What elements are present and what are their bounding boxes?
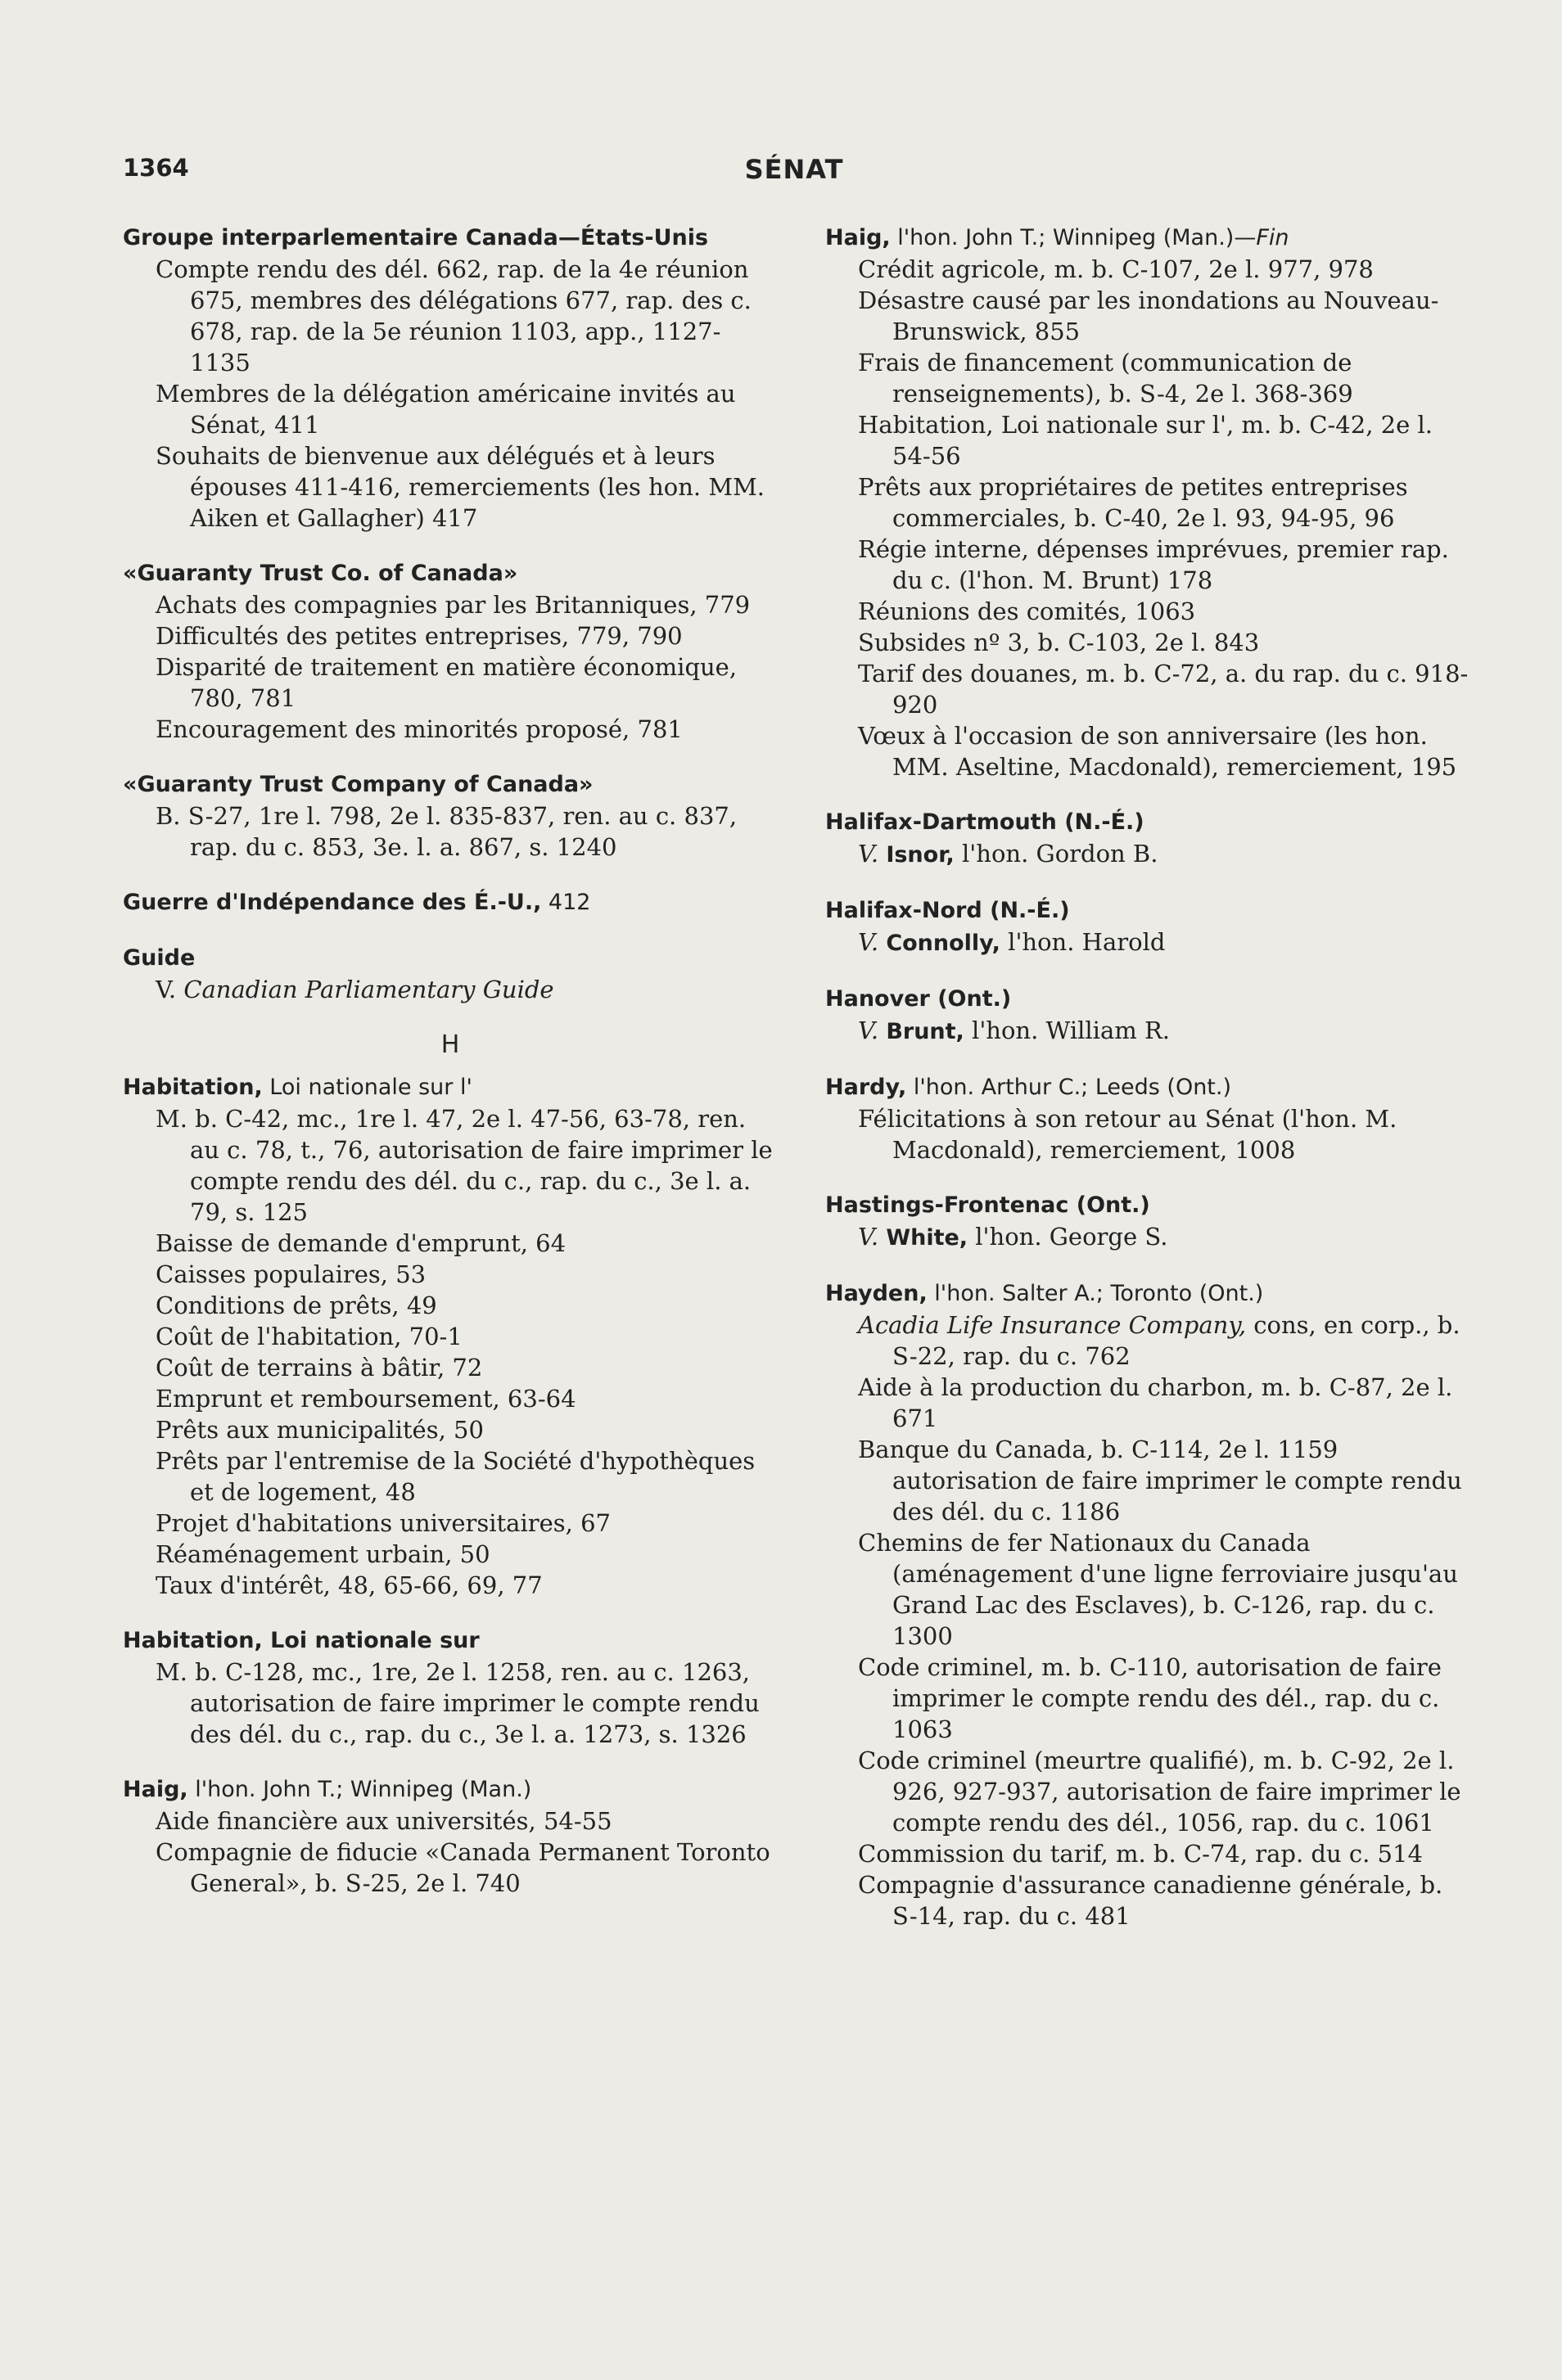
index-entry xyxy=(825,1072,1472,1165)
sub-entry: Baisse de demande d'emprunt, 64 xyxy=(156,1229,567,1257)
sub-entry: Souhaits de bienvenue aux délégués et à leurs épouses 411-416, remerciements (les hon. MM. Aiken et Gallagher) 417 xyxy=(156,442,765,532)
index-entry xyxy=(825,984,1472,1048)
entry-heading: Halifax-Dartmouth (N.-É.) xyxy=(825,809,1144,835)
index-entry xyxy=(123,223,778,534)
sub-entry: Code criminel, m. b. C-110, autorisation de faire imprimer le compte rendu des dél., rap. du c. 1063 xyxy=(858,1653,1442,1743)
sub-entry: Commission du tarif, m. b. C-74, rap. du c. 514 xyxy=(858,1840,1423,1868)
sub-entry: Prêts aux municipalités, 50 xyxy=(156,1416,484,1444)
left-column xyxy=(123,223,778,1923)
sub-entry: Réaménagement urbain, 50 xyxy=(156,1540,490,1568)
sub-entry: Acadia Life Insurance Company, cons, en corp., b. S-22, rap. du c. 762 xyxy=(858,1311,1460,1370)
entry-heading: Hanover (Ont.) xyxy=(825,986,1012,1012)
sub-entry: Vœux à l'occasion de son anniversaire (les hon. MM. Aseltine, Macdonald), remerciement, 195 xyxy=(858,722,1457,781)
sub-entry: Code criminel (meurtre qualifié), m. b. C-92, 2e l. 926, 927-937, autorisation de faire imprimer le compte rendu des dél., 1056, rap. du c. 1061 xyxy=(858,1747,1461,1837)
entry-heading: Groupe interparlementaire Canada—États-Unis xyxy=(123,225,709,250)
index-entry xyxy=(123,1072,778,1601)
sub-entry: B. S-27, 1re l. 798, 2e l. 835-837, ren. au c. 837, rap. du c. 853, 3e. l. a. 867, s. 1240 xyxy=(156,802,738,861)
entry-heading: Haig, l'hon. John T.; Winnipeg (Man.)—Fin xyxy=(825,225,1289,250)
sub-entry: Prêts aux propriétaires de petites entreprises commerciales, b. C-40, 2e l. 93, 94-95, 96 xyxy=(858,473,1408,532)
index-entry xyxy=(123,1625,778,1750)
index-entry xyxy=(825,1190,1472,1254)
sub-entry: Félicitations à son retour au Sénat (l'hon. M. Macdonald), remerciement, 1008 xyxy=(858,1105,1397,1164)
sub-entry: Banque du Canada, b. C-114, 2e l. 1159 autorisation de faire imprimer le compte rendu des dél. du c. 1186 xyxy=(858,1436,1462,1526)
sub-entry: Conditions de prêts, 49 xyxy=(156,1291,437,1319)
sub-entry: Tarif des douanes, m. b. C-72, a. du rap. du c. 918-920 xyxy=(858,660,1469,719)
sub-entry: Réunions des comités, 1063 xyxy=(858,597,1196,625)
sub-entry: Aide financière aux universités, 54-55 xyxy=(156,1807,612,1835)
sub-entry: Emprunt et remboursement, 63-64 xyxy=(156,1385,576,1413)
page-header xyxy=(123,154,1465,195)
sub-entry: Difficultés des petites entreprises, 779, 790 xyxy=(156,622,683,650)
see-reference: V. White, l'hon. George S. xyxy=(858,1223,1168,1251)
sub-entry: Subsides nº 3, b. C-103, 2e l. 843 xyxy=(858,629,1260,656)
index-entry xyxy=(123,887,778,918)
sub-entry: Désastre causé par les inondations au Nouveau-Brunswick, 855 xyxy=(858,286,1439,345)
see-reference: V. Canadian Parliamentary Guide xyxy=(156,976,554,1003)
right-column xyxy=(825,223,1472,1956)
entry-heading: «Guaranty Trust Company of Canada» xyxy=(123,772,594,797)
index-entry xyxy=(825,895,1472,959)
index-entry xyxy=(123,1774,778,1899)
entry-heading: Guerre d'Indépendance des É.-U., 412 xyxy=(123,890,591,915)
sub-entry: Coût de terrains à bâtir, 72 xyxy=(156,1354,483,1382)
see-reference: V. Isnor, l'hon. Gordon B. xyxy=(858,840,1158,868)
index-entry xyxy=(825,1278,1472,1931)
entry-heading: Halifax-Nord (N.-É.) xyxy=(825,898,1070,923)
entry-heading: Hardy, l'hon. Arthur C.; Leeds (Ont.) xyxy=(825,1075,1232,1100)
sub-entry: Projet d'habitations universitaires, 67 xyxy=(156,1509,611,1537)
entry-heading: Haig, l'hon. John T.; Winnipeg (Man.) xyxy=(123,1777,532,1802)
page-number: 1364 xyxy=(123,154,189,182)
entry-heading: Habitation, Loi nationale sur l' xyxy=(123,1075,472,1100)
sub-entry: Taux d'intérêt, 48, 65-66, 69, 77 xyxy=(156,1571,543,1599)
sub-entry: Coût de l'habitation, 70-1 xyxy=(156,1323,463,1350)
sub-entry: Membres de la délégation américaine invités au Sénat, 411 xyxy=(156,380,736,439)
sub-entry: Compte rendu des dél. 662, rap. de la 4e réunion 675, membres des délégations 677, rap. des c. 678, rap. de la 5e réunion 1103, app., 1127-1135 xyxy=(156,255,752,376)
entry-heading: Hastings-Frontenac (Ont.) xyxy=(825,1192,1150,1218)
sub-entry: Compagnie d'assurance canadienne générale, b. S-14, rap. du c. 481 xyxy=(858,1871,1443,1930)
sub-entry: M. b. C-128, mc., 1re, 2e l. 1258, ren. au c. 1263, autorisation de faire imprimer le compte rendu des dél. du c., rap. du c., 3e l. a. 1273, s. 1326 xyxy=(156,1658,760,1748)
entry-heading: Guide xyxy=(123,945,196,971)
index-entry xyxy=(123,769,778,863)
entry-heading: Hayden, l'hon. Salter A.; Toronto (Ont.) xyxy=(825,1281,1264,1306)
running-title: SÉNAT xyxy=(744,154,844,185)
index-entry xyxy=(123,558,778,745)
entry-heading: Habitation, Loi nationale sur xyxy=(123,1628,480,1653)
index-entry xyxy=(825,807,1472,871)
sub-entry: M. b. C-42, mc., 1re l. 47, 2e l. 47-56, 63-78, ren. au c. 78, t., 76, autorisation de faire imprimer le compte rendu des dél. du c., rap. du c., 3e l. a. 79, s. 125 xyxy=(156,1105,773,1226)
see-reference: V. Brunt, l'hon. William R. xyxy=(858,1016,1171,1044)
sub-entry: Encouragement des minorités proposé, 781 xyxy=(156,715,683,743)
section-letter: H xyxy=(440,1030,460,1059)
index-entry xyxy=(825,223,1472,782)
sub-entry: Disparité de traitement en matière économique, 780, 781 xyxy=(156,653,738,712)
sub-entry: Régie interne, dépenses imprévues, premier rap. du c. (l'hon. M. Brunt) 178 xyxy=(858,535,1449,594)
sub-entry: Prêts par l'entremise de la Société d'hypothèques et de logement, 48 xyxy=(156,1447,756,1506)
entry-heading: «Guaranty Trust Co. of Canada» xyxy=(123,561,518,586)
sub-entry: Habitation, Loi nationale sur l', m. b. C-42, 2e l. 54-56 xyxy=(858,411,1433,470)
sub-entry: Chemins de fer Nationaux du Canada (aménagement d'une ligne ferroviaire jusqu'au Grand Lac des Esclaves), b. C-126, rap. du c. 1300 xyxy=(858,1529,1458,1650)
index-entry xyxy=(123,943,778,1005)
sub-entry: Caisses populaires, 53 xyxy=(156,1260,427,1288)
sub-entry: Crédit agricole, m. b. C-107, 2e l. 977, 978 xyxy=(858,255,1374,283)
sub-entry: Frais de financement (communication de renseignements), b. S-4, 2e l. 368-369 xyxy=(858,349,1353,408)
sub-entry: Aide à la production du charbon, m. b. C-87, 2e l. 671 xyxy=(858,1373,1453,1432)
sub-entry: Compagnie de fiducie «Canada Permanent Toronto General», b. S-25, 2e l. 740 xyxy=(156,1838,770,1897)
see-reference: V. Connolly, l'hon. Harold xyxy=(858,928,1166,956)
sub-entry: Achats des compagnies par les Britanniques, 779 xyxy=(156,591,751,619)
